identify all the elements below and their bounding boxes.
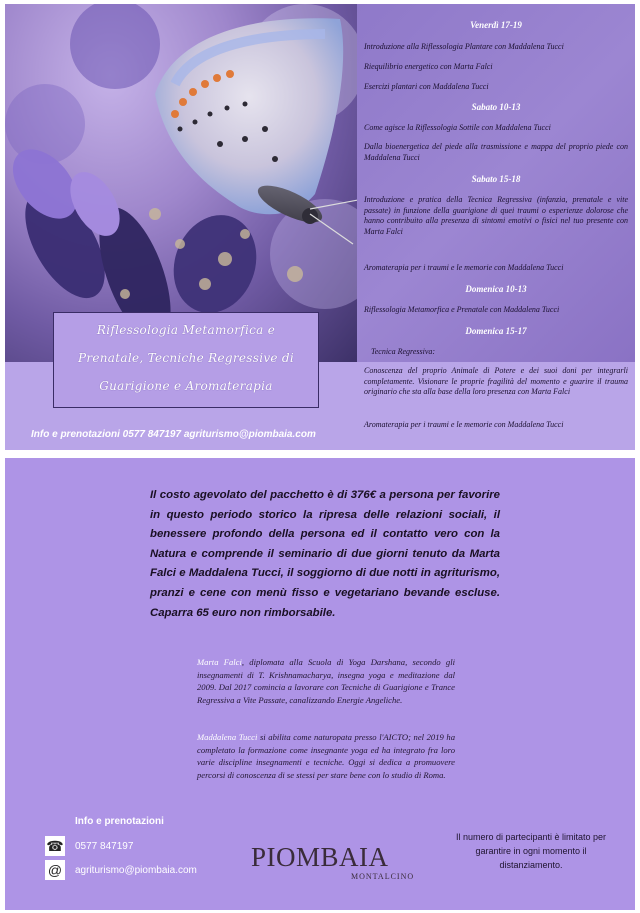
- schedule-day-heading: Domenica 15-17: [465, 326, 527, 336]
- schedule-item: Esercizi plantari con Maddalena Tucci: [364, 82, 489, 91]
- schedule-item: Dalla bioenergetica del piede alla trasmissione e mappa del proprio piede con Maddalena Tucci: [364, 142, 628, 162]
- workshop-title-line: Guarigione e Aromaterapia: [99, 379, 273, 393]
- bio-text: si abilita come naturopata presso l'AICTO; nel 2019 ha completato la formazione come insegnante yoga ed ha integrato fra loro varie discipline insegnamenti e tecniche. Oggi si dedica a promuovere percorsi di conoscenza di se stessi per stare bene con lo studio di Roma.: [197, 732, 455, 780]
- phone-contact: [45, 836, 133, 856]
- phone-number[interactable]: 0577 847197: [75, 840, 134, 852]
- schedule-day-heading: Sabato 10-13: [471, 102, 521, 112]
- email-contact: [45, 860, 197, 880]
- participants-note: Il numero di partecipanti è limitato per garantire in ogni momento il distanziamento.: [455, 832, 607, 870]
- bio-text: , diplomata alla Scuola di Yoga Darshana, secondo gli insegnamenti di T. Krishnamacharya, insegna yoga e meditazione dal 2009. Dal 2017 comincia a lavorare con Tecniche di Guarigione e Trance Regressiva a Vite Passate, canalizzando Energie Angeliche.: [197, 657, 455, 705]
- schedule-item: Riflessologia Metamorfica e Prenatale con Maddalena Tucci: [364, 305, 560, 314]
- workshop-title-line: Riflessologia Metamorfica e: [96, 323, 276, 337]
- schedule-item: Aromaterapia per i traumi e le memorie con Maddalena Tucci: [364, 420, 564, 429]
- workshop-title-line: Prenatale, Tecniche Regressive di: [77, 351, 295, 365]
- bio-marta-falci: [197, 656, 455, 706]
- bio-maddalena-tucci: [197, 731, 455, 781]
- email-address[interactable]: agriturismo@piombaia.com: [75, 864, 197, 876]
- logo-brand: PIOMBAIA: [251, 842, 389, 872]
- schedule-item: Aromaterapia per i traumi e le memorie con Maddalena Tucci: [364, 263, 564, 272]
- phone-icon: ☎: [45, 836, 65, 856]
- butterfly-photo: [5, 4, 357, 362]
- booking-info-line: Info e prenotazioni 0577 847197 agriturismo@piombaia.com: [31, 429, 316, 440]
- logo-subtitle: MONTALCINO: [351, 872, 415, 881]
- contacts-title: Info e prenotazioni: [75, 816, 164, 827]
- schedule-item: Riequilibrio energetico con Marta Falci: [364, 62, 493, 71]
- package-description: Il costo agevolato del pacchetto è di 376€ a persona per favorire in questo periodo storico la ripresa delle relazioni sociali, il benessere profondo della persona ed il contatto vero con la Natura e comprende il seminario di due giorni tenuto da Marta Falci e Maddalena Tucci, il soggiorno di due notti in agriturismo, pranzi e cene con menù fisso e vegetariano bevande escluse. Caparra 65 euro non rimborsabile.: [150, 489, 500, 619]
- schedule-item: Conoscenza del proprio Animale di Potere e dei suoi doni per integrarli completamente. Visionare le proprie fragilità del momento e guarire il trauma originario che sta alla base della loro presenza con Marta Falci: [364, 366, 628, 396]
- butterfly-on-lavender-image: [5, 4, 357, 362]
- schedule-item: Come agisce la Riflessologia Sottile con Maddalena Tucci: [364, 123, 551, 132]
- schedule-panel-lower: [357, 344, 635, 444]
- flyer-page-2: [5, 458, 635, 910]
- schedule-item: Introduzione e pratica della Tecnica Regressiva (infanzia, prenatale e vite passate) in funzione della guarigione di quei traumi o esperienze dolorose che hanno contribuito alla presenza di sintomi emotivi o fisici nel tuo presente con Marta Falci: [364, 195, 628, 236]
- schedule-item: Introduzione alla Riflessologia Plantare con Maddalena Tucci: [364, 42, 564, 51]
- bio-name: Maddalena Tucci: [197, 732, 258, 742]
- schedule-item: Tecnica Regressiva:: [371, 347, 436, 356]
- flyer-page-1: [5, 4, 635, 450]
- schedule-day-heading: Venerdì 17-19: [470, 20, 522, 30]
- schedule-day-heading: Sabato 15-18: [471, 174, 521, 184]
- at-sign-icon: @: [45, 860, 65, 880]
- schedule-day-heading: Domenica 10-13: [465, 284, 527, 294]
- piombaia-logo: [251, 842, 415, 888]
- schedule-panel: [357, 4, 635, 362]
- workshop-title-box: [53, 312, 319, 408]
- bio-name: Marta Falci: [197, 657, 242, 667]
